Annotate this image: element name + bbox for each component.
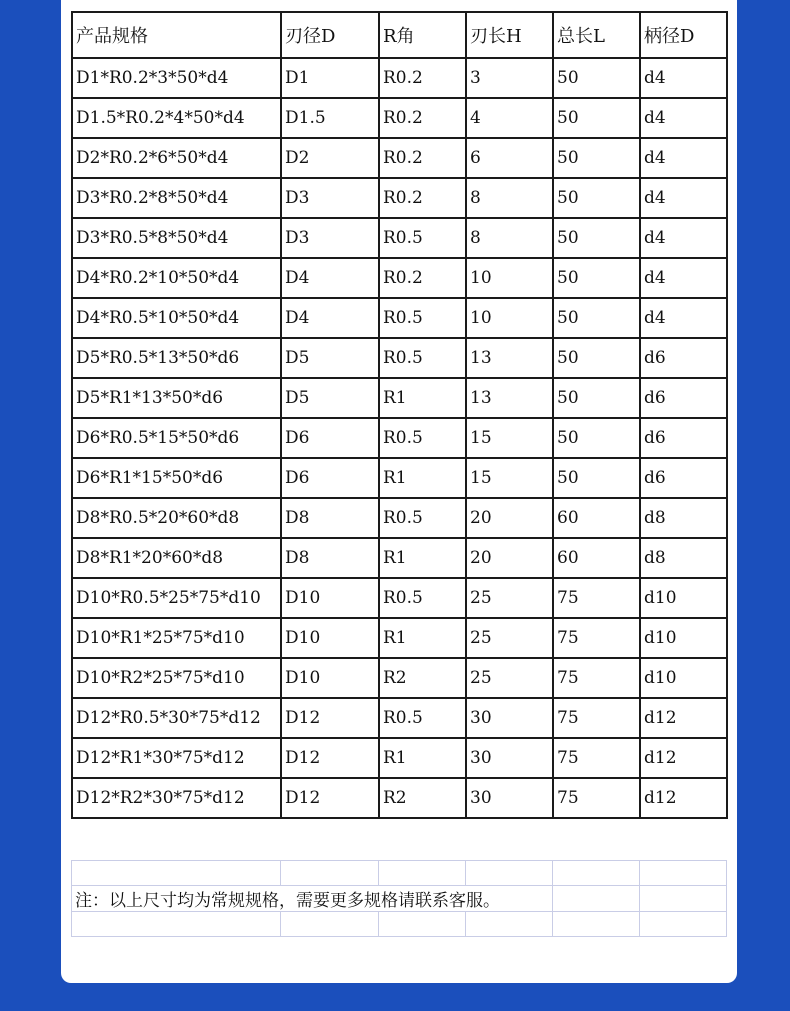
cell-diameter: D3 xyxy=(281,178,379,218)
cell-flute-length: 15 xyxy=(466,418,553,458)
cell-flute-length: 25 xyxy=(466,658,553,698)
cell-spec: D2*R0.2*6*50*d4 xyxy=(72,138,281,178)
header-diameter: 刃径D xyxy=(281,12,379,58)
cell-diameter: D1.5 xyxy=(281,98,379,138)
cell-flute-length: 3 xyxy=(466,58,553,98)
cell-corner-radius: R1 xyxy=(379,458,466,498)
cell-diameter: D8 xyxy=(281,498,379,538)
header-overall-length: 总长L xyxy=(553,12,640,58)
cell-overall-length: 60 xyxy=(553,538,640,578)
cell-flute-length: 25 xyxy=(466,618,553,658)
cell-spec: D10*R0.5*25*75*d10 xyxy=(72,578,281,618)
cell-diameter: D6 xyxy=(281,458,379,498)
cell-spec: D1*R0.2*3*50*d4 xyxy=(72,58,281,98)
cell-corner-radius: R0.5 xyxy=(379,218,466,258)
cell-corner-radius: R0.2 xyxy=(379,178,466,218)
cell-overall-length: 50 xyxy=(553,58,640,98)
cell-diameter: D8 xyxy=(281,538,379,578)
cell-spec: D5*R0.5*13*50*d6 xyxy=(72,338,281,378)
cell-corner-radius: R0.5 xyxy=(379,418,466,458)
grid-row-note xyxy=(72,886,727,912)
cell-flute-length: 8 xyxy=(466,218,553,258)
cell-overall-length: 50 xyxy=(553,98,640,138)
table-row xyxy=(72,698,727,738)
cell-flute-length: 20 xyxy=(466,498,553,538)
cell-diameter: D4 xyxy=(281,258,379,298)
cell-shank-diameter: d8 xyxy=(640,538,727,578)
cell-flute-length: 30 xyxy=(466,698,553,738)
table-row xyxy=(72,138,727,178)
footnote: 注：以上尺寸均为常规规格，需要更多规格请联系客服。 xyxy=(72,886,553,912)
cell-shank-diameter: d6 xyxy=(640,418,727,458)
cell-spec: D10*R1*25*75*d10 xyxy=(72,618,281,658)
cell-diameter: D1 xyxy=(281,58,379,98)
cell-corner-radius: R1 xyxy=(379,738,466,778)
cell-overall-length: 50 xyxy=(553,418,640,458)
cell-shank-diameter: d4 xyxy=(640,298,727,338)
cell-shank-diameter: d4 xyxy=(640,178,727,218)
cell-overall-length: 75 xyxy=(553,698,640,738)
cell-corner-radius: R1 xyxy=(379,378,466,418)
cell-overall-length: 50 xyxy=(553,218,640,258)
cell-diameter: D12 xyxy=(281,778,379,818)
header-flute-length: 刃长H xyxy=(466,12,553,58)
cell-corner-radius: R1 xyxy=(379,618,466,658)
cell-corner-radius: R0.5 xyxy=(379,498,466,538)
cell-shank-diameter: d4 xyxy=(640,98,727,138)
cell-shank-diameter: d8 xyxy=(640,498,727,538)
cell-flute-length: 20 xyxy=(466,538,553,578)
header-shank-diameter: 柄径D xyxy=(640,12,727,58)
cell-diameter: D10 xyxy=(281,618,379,658)
cell-overall-length: 75 xyxy=(553,658,640,698)
cell-spec: D12*R0.5*30*75*d12 xyxy=(72,698,281,738)
cell-corner-radius: R0.2 xyxy=(379,138,466,178)
table-row xyxy=(72,218,727,258)
cell-shank-diameter: d4 xyxy=(640,58,727,98)
table-header-row xyxy=(72,12,727,58)
cell-shank-diameter: d10 xyxy=(640,658,727,698)
cell-shank-diameter: d10 xyxy=(640,618,727,658)
table-row xyxy=(72,98,727,138)
cell-diameter: D5 xyxy=(281,378,379,418)
cell-overall-length: 50 xyxy=(553,178,640,218)
cell-shank-diameter: d12 xyxy=(640,778,727,818)
table-row xyxy=(72,298,727,338)
cell-shank-diameter: d12 xyxy=(640,738,727,778)
cell-spec: D1.5*R0.2*4*50*d4 xyxy=(72,98,281,138)
cell-diameter: D12 xyxy=(281,698,379,738)
cell-overall-length: 50 xyxy=(553,338,640,378)
cell-diameter: D4 xyxy=(281,298,379,338)
table-row xyxy=(72,258,727,298)
cell-flute-length: 4 xyxy=(466,98,553,138)
cell-diameter: D12 xyxy=(281,738,379,778)
table-row xyxy=(72,498,727,538)
cell-spec: D5*R1*13*50*d6 xyxy=(72,378,281,418)
cell-overall-length: 75 xyxy=(553,578,640,618)
cell-corner-radius: R0.5 xyxy=(379,338,466,378)
table-row xyxy=(72,178,727,218)
header-spec: 产品规格 xyxy=(72,12,281,58)
table-row xyxy=(72,538,727,578)
table-row xyxy=(72,618,727,658)
table-row xyxy=(72,778,727,818)
table-row xyxy=(72,738,727,778)
cell-spec: D12*R1*30*75*d12 xyxy=(72,738,281,778)
cell-shank-diameter: d10 xyxy=(640,578,727,618)
cell-spec: D6*R0.5*15*50*d6 xyxy=(72,418,281,458)
cell-corner-radius: R2 xyxy=(379,778,466,818)
cell-shank-diameter: d6 xyxy=(640,458,727,498)
cell-spec: D8*R1*20*60*d8 xyxy=(72,538,281,578)
cell-diameter: D10 xyxy=(281,578,379,618)
cell-flute-length: 10 xyxy=(466,298,553,338)
cell-flute-length: 13 xyxy=(466,338,553,378)
table-row xyxy=(72,338,727,378)
cell-overall-length: 50 xyxy=(553,138,640,178)
cell-spec: D8*R0.5*20*60*d8 xyxy=(72,498,281,538)
cell-shank-diameter: d6 xyxy=(640,378,727,418)
cell-shank-diameter: d4 xyxy=(640,218,727,258)
cell-overall-length: 50 xyxy=(553,378,640,418)
cell-overall-length: 50 xyxy=(553,298,640,338)
cell-corner-radius: R0.2 xyxy=(379,98,466,138)
cell-corner-radius: R0.5 xyxy=(379,698,466,738)
cell-overall-length: 75 xyxy=(553,618,640,658)
table-row xyxy=(72,378,727,418)
cell-diameter: D2 xyxy=(281,138,379,178)
cell-shank-diameter: d4 xyxy=(640,258,727,298)
cell-corner-radius: R0.5 xyxy=(379,298,466,338)
grid-row-empty xyxy=(72,861,727,886)
cell-diameter: D5 xyxy=(281,338,379,378)
cell-corner-radius: R1 xyxy=(379,538,466,578)
cell-diameter: D10 xyxy=(281,658,379,698)
table-row xyxy=(72,458,727,498)
cell-shank-diameter: d6 xyxy=(640,338,727,378)
cell-overall-length: 50 xyxy=(553,258,640,298)
cell-flute-length: 8 xyxy=(466,178,553,218)
table-row xyxy=(72,418,727,458)
cell-overall-length: 75 xyxy=(553,778,640,818)
cell-overall-length: 50 xyxy=(553,458,640,498)
cell-spec: D4*R0.2*10*50*d4 xyxy=(72,258,281,298)
cell-diameter: D6 xyxy=(281,418,379,458)
cell-flute-length: 25 xyxy=(466,578,553,618)
cell-spec: D10*R2*25*75*d10 xyxy=(72,658,281,698)
cell-flute-length: 10 xyxy=(466,258,553,298)
cell-flute-length: 13 xyxy=(466,378,553,418)
cell-shank-diameter: d4 xyxy=(640,138,727,178)
spec-table xyxy=(71,11,728,819)
note-grid xyxy=(71,860,727,937)
cell-corner-radius: R0.5 xyxy=(379,578,466,618)
cell-corner-radius: R0.2 xyxy=(379,58,466,98)
cell-flute-length: 15 xyxy=(466,458,553,498)
table-row xyxy=(72,58,727,98)
spec-card xyxy=(61,0,737,983)
cell-flute-length: 30 xyxy=(466,778,553,818)
table-row xyxy=(72,658,727,698)
cell-spec: D4*R0.5*10*50*d4 xyxy=(72,298,281,338)
cell-spec: D3*R0.2*8*50*d4 xyxy=(72,178,281,218)
grid-row-empty xyxy=(72,912,727,937)
cell-spec: D6*R1*15*50*d6 xyxy=(72,458,281,498)
cell-diameter: D3 xyxy=(281,218,379,258)
cell-flute-length: 30 xyxy=(466,738,553,778)
cell-spec: D12*R2*30*75*d12 xyxy=(72,778,281,818)
cell-overall-length: 75 xyxy=(553,738,640,778)
table-row xyxy=(72,578,727,618)
cell-spec: D3*R0.5*8*50*d4 xyxy=(72,218,281,258)
cell-overall-length: 60 xyxy=(553,498,640,538)
cell-flute-length: 6 xyxy=(466,138,553,178)
header-corner-radius: R角 xyxy=(379,12,466,58)
cell-shank-diameter: d12 xyxy=(640,698,727,738)
cell-corner-radius: R0.2 xyxy=(379,258,466,298)
cell-corner-radius: R2 xyxy=(379,658,466,698)
